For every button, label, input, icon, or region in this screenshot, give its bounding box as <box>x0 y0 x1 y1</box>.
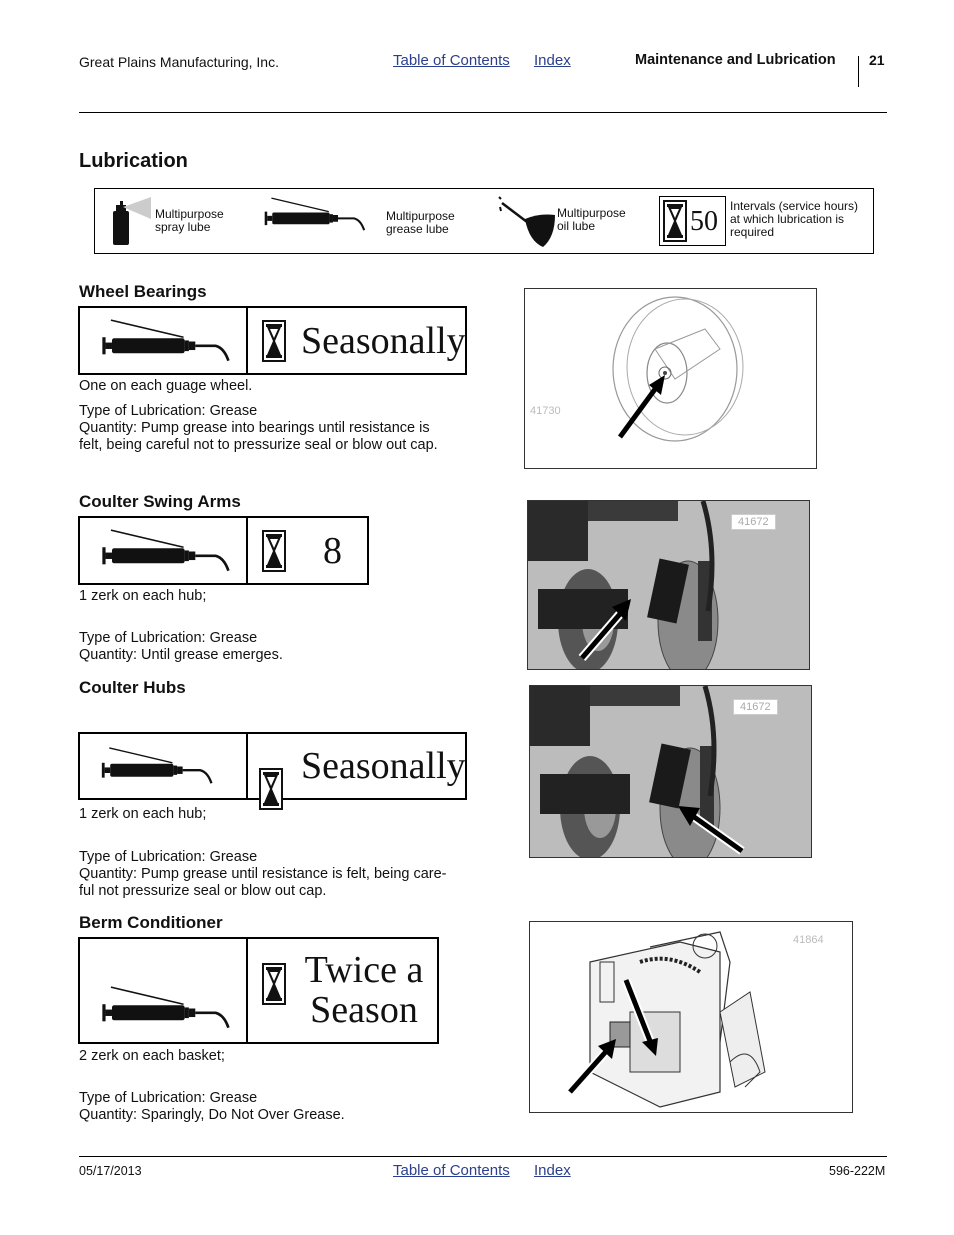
berm-conditioner-type: Type of Lubrication: Grease <box>79 1090 258 1106</box>
berm-conditioner-heading: Berm Conditioner <box>79 913 223 932</box>
coulter-swing-arms-interval: 8 <box>323 530 342 572</box>
figure-number: 41730 <box>530 405 561 417</box>
header-toc-link[interactable]: Table of Contents <box>393 52 510 69</box>
legend-oil-label: Multipurpose oil lube <box>557 206 626 233</box>
header-separator <box>858 56 859 87</box>
berm-conditioner-quantity: Quantity: Sparingly, Do Not Over Grease. <box>79 1107 345 1123</box>
footer-doc-number: 596-222M <box>829 1164 886 1178</box>
coulter-hub-photo <box>529 685 812 858</box>
coulter-hubs-note: 1 zerk on each hub; <box>79 806 207 822</box>
wheel-bearings-note: One on each guage wheel. <box>79 378 253 394</box>
coulter-hubs-type: Type of Lubrication: Grease <box>79 849 258 865</box>
hourglass-icon <box>262 530 286 572</box>
hourglass-icon <box>262 963 286 1005</box>
grease-gun-icon <box>100 528 250 575</box>
berm-conditioner-figure <box>529 921 853 1113</box>
berm-conditioner-drawing <box>530 922 853 1113</box>
berm-conditioner-interval: Twice a Season <box>304 949 424 1031</box>
wheel-bearings-interval: Seasonally <box>301 320 466 362</box>
berm-conditioner-note: 2 zerk on each basket; <box>79 1048 225 1064</box>
coulter-swing-arms-note: 1 zerk on each hub; <box>79 588 207 604</box>
berm-conditioner-lube-box <box>78 937 439 1044</box>
legend-grease-label: Multipurpose grease lube <box>386 209 455 236</box>
hourglass-icon <box>262 320 286 362</box>
coulter-swing-arms-heading: Coulter Swing Arms <box>79 492 241 511</box>
grease-gun-icon <box>100 985 250 1032</box>
coulter-swing-arms-quantity: Quantity: Until grease emerges. <box>79 647 283 663</box>
legend-spray-label: Multipurpose spray lube <box>155 207 224 234</box>
interval-sample-value: 50 <box>690 206 718 237</box>
wheel-bearings-type: Type of Lubrication: Grease <box>79 403 258 419</box>
coulter-hubs-heading: Coulter Hubs <box>79 678 186 697</box>
coulter-swing-arms-lube-box <box>78 516 369 585</box>
footer-rule <box>79 1156 887 1157</box>
footer-toc-link[interactable]: Table of Contents <box>393 1162 510 1179</box>
hourglass-icon <box>663 200 687 242</box>
oil-can-icon <box>495 193 557 249</box>
page-title: Lubrication <box>79 150 188 172</box>
grease-gun-icon <box>263 195 381 235</box>
page-number: 21 <box>869 52 885 68</box>
grease-gun-icon <box>100 318 250 365</box>
coulter-swing-arm-photo <box>527 500 810 670</box>
legend-interval-label: Intervals (service hours) at which lubrication is required <box>730 199 859 239</box>
gauge-wheel-drawing <box>525 289 817 469</box>
wheel-bearings-quantity: Quantity: Pump grease into bearings until resistance is felt, being careful not to pressurize seal or blow out cap. <box>79 420 438 453</box>
hourglass-icon <box>259 768 283 810</box>
figure-number: 41672 <box>733 699 778 715</box>
figure-number: 41672 <box>731 514 776 530</box>
company-name: Great Plains Manufacturing, Inc. <box>79 54 279 70</box>
footer-index-link[interactable]: Index <box>534 1162 571 1179</box>
coulter-hubs-interval: Seasonally <box>301 745 466 787</box>
header-rule <box>79 112 887 113</box>
spray-can-icon <box>103 197 153 247</box>
section-name: Maintenance and Lubrication <box>635 52 836 68</box>
wheel-bearings-lube-box <box>78 306 467 375</box>
footer-date: 05/17/2013 <box>79 1164 142 1178</box>
interval-sample-box <box>659 196 726 246</box>
lube-legend <box>94 188 874 254</box>
wheel-bearing-figure <box>524 288 817 469</box>
figure-number: 41864 <box>793 934 824 946</box>
wheel-bearings-heading: Wheel Bearings <box>79 282 207 301</box>
coulter-hubs-quantity: Quantity: Pump grease until resistance is felt, being care- ful not pressurize seal or blow out cap. <box>79 866 447 899</box>
grease-gun-icon <box>100 746 230 787</box>
header-index-link[interactable]: Index <box>534 52 571 69</box>
coulter-swing-arms-type: Type of Lubrication: Grease <box>79 630 258 646</box>
